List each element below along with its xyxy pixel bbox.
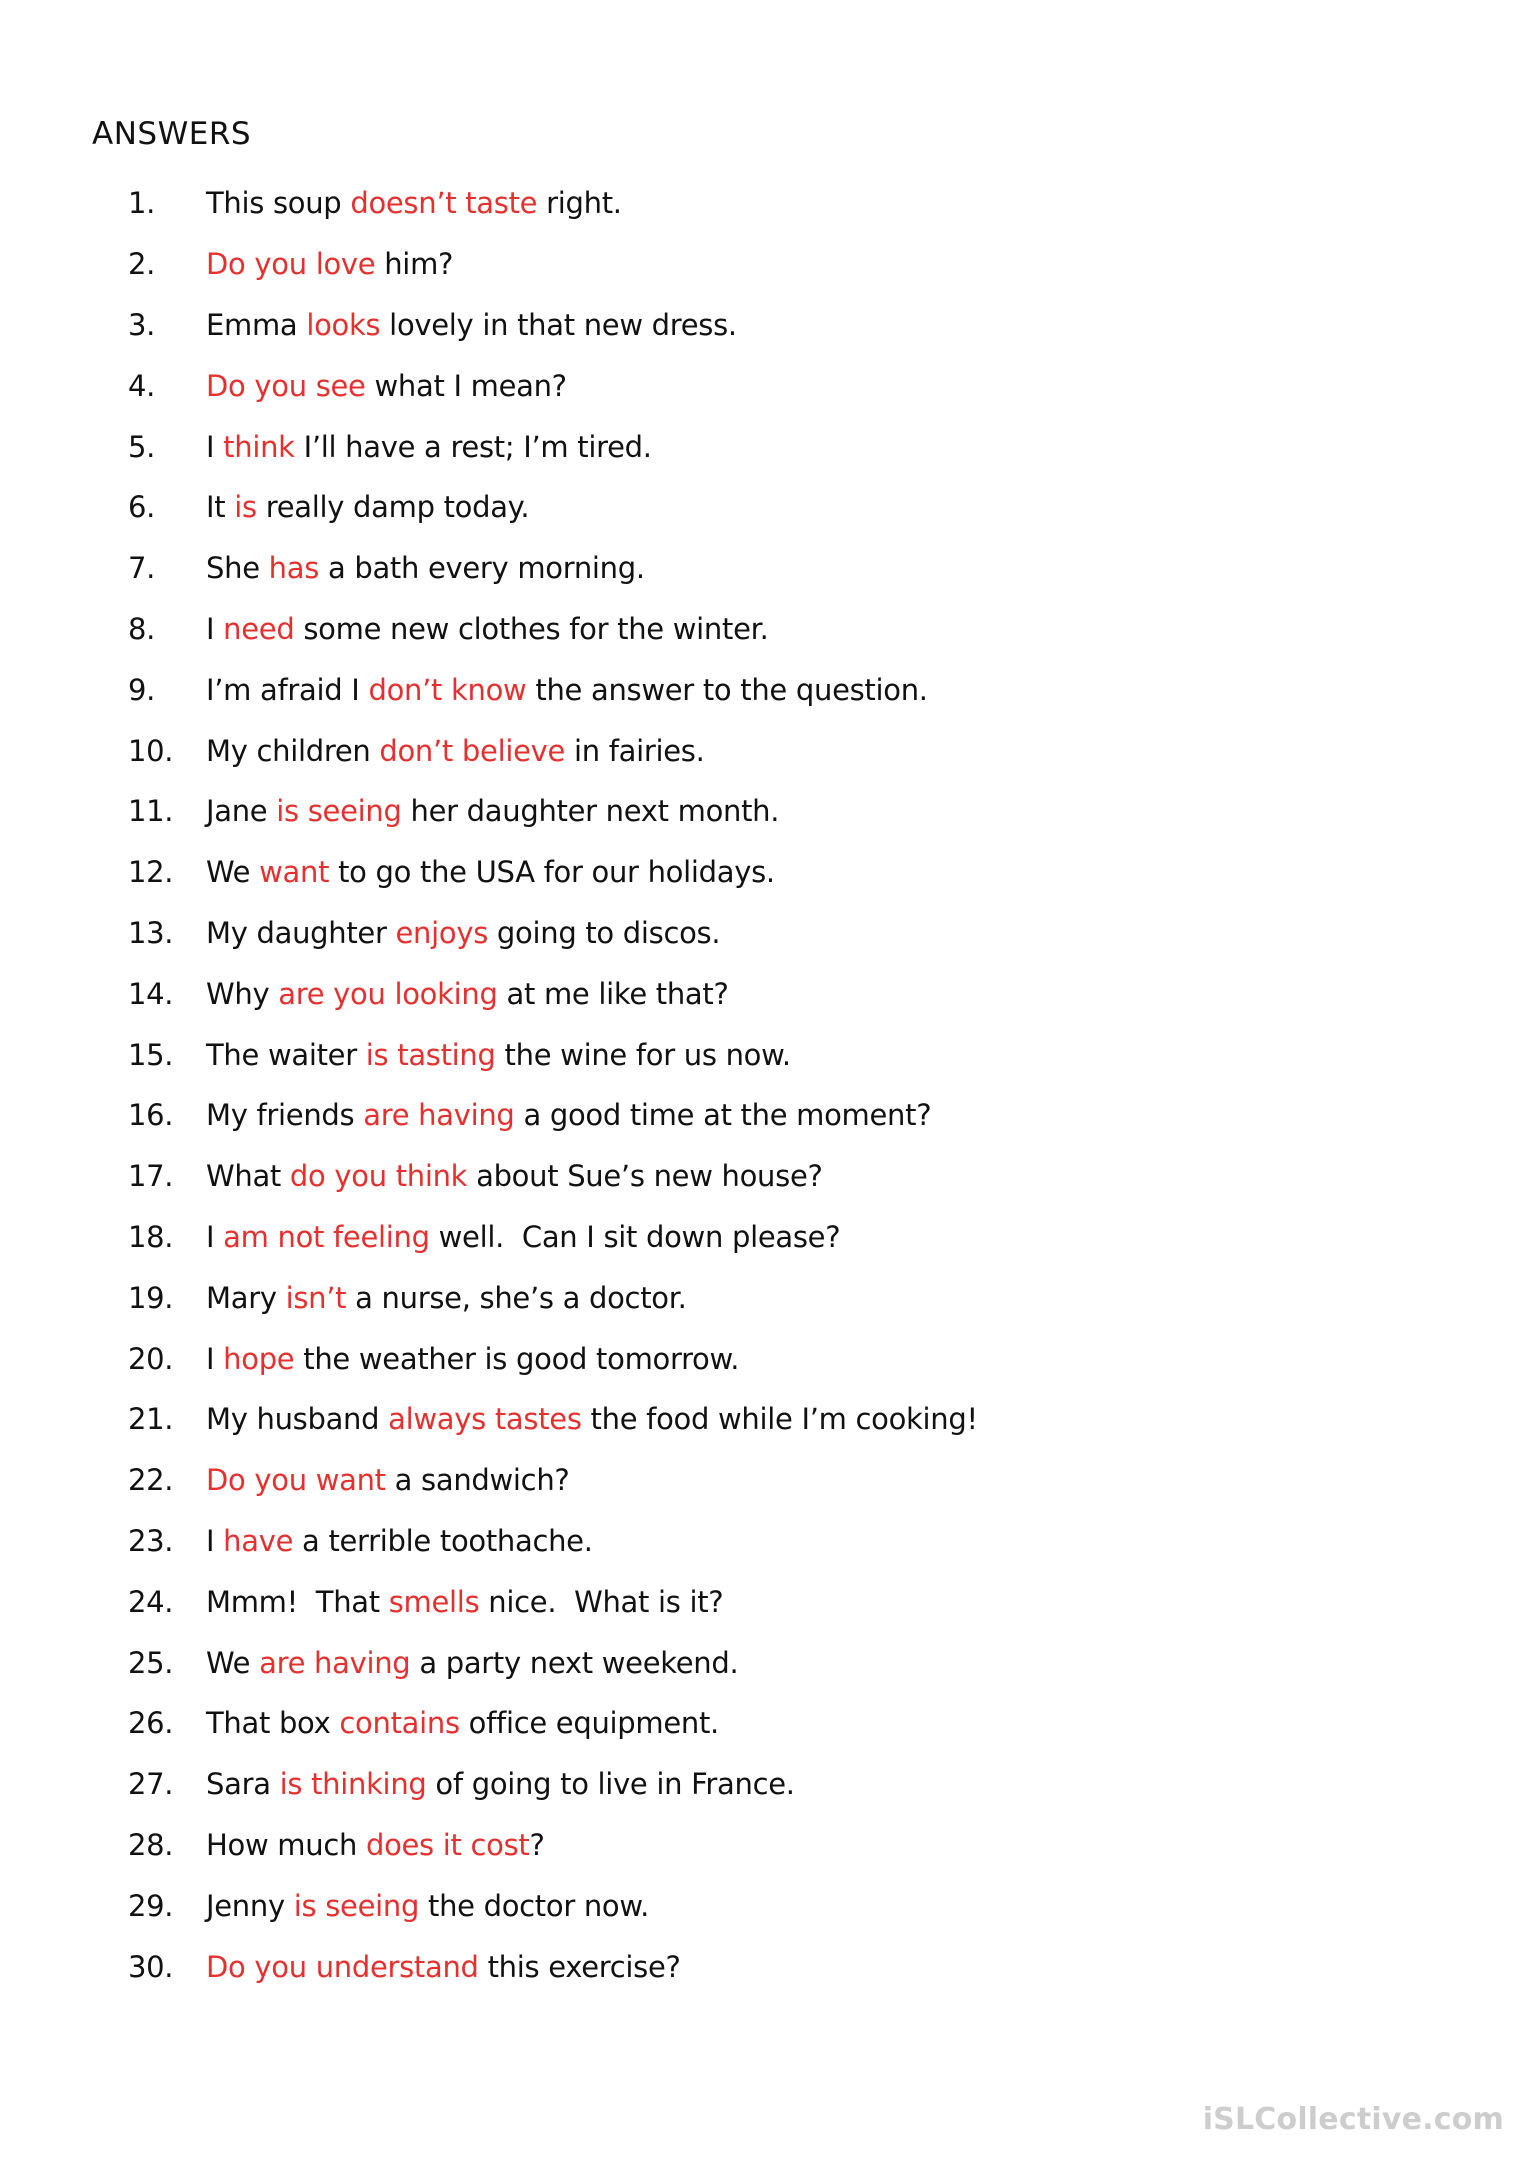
answer-verb-highlight: always tastes bbox=[388, 1402, 582, 1437]
answer-item bbox=[128, 234, 978, 295]
answer-number: 6. bbox=[128, 490, 156, 525]
answer-item bbox=[128, 477, 978, 538]
answer-text: the answer to the question. bbox=[526, 672, 928, 707]
answer-verb-highlight: is bbox=[234, 490, 257, 525]
answer-text: Sara bbox=[206, 1767, 280, 1802]
watermark: iSLCollective.com bbox=[1202, 2102, 1504, 2137]
answer-text: My children bbox=[206, 733, 380, 768]
answer-sentence bbox=[206, 490, 529, 524]
answer-verb-highlight: is seeing bbox=[276, 794, 402, 829]
answer-item bbox=[128, 1024, 978, 1085]
answer-text: I’ll have a rest; I’m tired. bbox=[294, 429, 652, 464]
answer-sentence bbox=[206, 1342, 739, 1376]
answer-text: the food while I’m cooking! bbox=[581, 1402, 978, 1437]
answer-verb-highlight: are having bbox=[259, 1645, 411, 1680]
answer-text: a bath every morning. bbox=[319, 551, 645, 586]
answer-number: 11. bbox=[128, 794, 174, 829]
answer-item bbox=[128, 1936, 978, 1997]
answers-list bbox=[128, 173, 978, 1997]
answer-sentence bbox=[206, 247, 453, 281]
answer-sentence bbox=[206, 855, 775, 889]
answer-verb-highlight: need bbox=[223, 611, 295, 646]
answer-sentence bbox=[206, 734, 705, 768]
answer-verb-highlight: is thinking bbox=[279, 1767, 427, 1802]
answer-text: Mmm! That bbox=[206, 1584, 389, 1619]
answer-text: What bbox=[206, 1159, 290, 1194]
answer-text: this exercise? bbox=[478, 1949, 681, 1984]
answer-verb-highlight: do you think bbox=[289, 1159, 468, 1194]
answer-item bbox=[128, 1815, 978, 1876]
answer-item bbox=[128, 1207, 978, 1268]
answer-item bbox=[128, 1328, 978, 1389]
answer-sentence bbox=[206, 794, 779, 828]
answer-text: I bbox=[206, 1523, 224, 1558]
answer-item bbox=[128, 903, 978, 964]
answer-number: 7. bbox=[128, 551, 156, 586]
answer-text: This soup bbox=[206, 186, 351, 221]
answer-text: really damp today. bbox=[256, 490, 530, 525]
answer-text: My friends bbox=[206, 1098, 364, 1133]
answer-number: 1. bbox=[128, 186, 156, 221]
answer-sentence bbox=[206, 1889, 649, 1923]
answer-item bbox=[128, 538, 978, 599]
answer-text: Emma bbox=[206, 307, 307, 342]
answer-verb-highlight: Do you understand bbox=[206, 1949, 479, 1984]
answer-number: 10. bbox=[128, 733, 174, 768]
answer-verb-highlight: Do you want bbox=[206, 1463, 386, 1498]
answer-text: some new clothes for the winter. bbox=[294, 611, 769, 646]
answer-sentence bbox=[206, 612, 769, 646]
answer-item bbox=[128, 1511, 978, 1572]
answer-number: 22. bbox=[128, 1463, 174, 1498]
answer-item bbox=[128, 1450, 978, 1511]
answer-item bbox=[128, 1085, 978, 1146]
answer-verb-highlight: has bbox=[268, 551, 320, 586]
answer-sentence bbox=[206, 977, 729, 1011]
answer-verb-highlight: am not feeling bbox=[223, 1219, 430, 1254]
answer-verb-highlight: have bbox=[223, 1523, 294, 1558]
answer-text: what I mean? bbox=[365, 368, 567, 403]
answer-number: 27. bbox=[128, 1767, 174, 1802]
answer-text: her daughter next month. bbox=[401, 794, 780, 829]
answer-text: office equipment. bbox=[459, 1706, 719, 1741]
answer-text: a good time at the moment? bbox=[514, 1098, 932, 1133]
answer-sentence bbox=[206, 1767, 795, 1801]
answer-sentence bbox=[206, 1159, 823, 1193]
answer-sentence bbox=[206, 1402, 978, 1436]
answer-text: My daughter bbox=[206, 915, 396, 950]
answer-item bbox=[128, 1389, 978, 1450]
answer-verb-highlight: isn’t bbox=[285, 1280, 347, 1315]
answer-verb-highlight: don’t believe bbox=[379, 733, 566, 768]
answer-text: the weather is good tomorrow. bbox=[294, 1341, 740, 1376]
answer-sentence bbox=[206, 1463, 570, 1497]
answer-text: to go the USA for our holidays. bbox=[329, 855, 775, 890]
answer-text: in fairies. bbox=[565, 733, 705, 768]
answer-sentence bbox=[206, 1038, 791, 1072]
answer-text: a terrible toothache. bbox=[293, 1523, 593, 1558]
answer-verb-highlight: looks bbox=[306, 307, 381, 342]
answer-verb-highlight: contains bbox=[339, 1706, 460, 1741]
answer-verb-highlight: Do you see bbox=[206, 368, 366, 403]
answer-text: Why bbox=[206, 976, 279, 1011]
page-title: ANSWERS bbox=[92, 116, 252, 152]
answer-verb-highlight: enjoys bbox=[395, 915, 489, 950]
answer-text: going to discos. bbox=[488, 915, 721, 950]
answer-item bbox=[128, 781, 978, 842]
answer-number: 23. bbox=[128, 1523, 174, 1558]
answer-text: The waiter bbox=[206, 1037, 366, 1072]
answer-text: a nurse, she’s a doctor. bbox=[346, 1280, 687, 1315]
answer-text: ? bbox=[529, 1827, 545, 1862]
answer-sentence bbox=[206, 1646, 738, 1680]
answer-number: 16. bbox=[128, 1098, 174, 1133]
answer-item bbox=[128, 416, 978, 477]
answer-item bbox=[128, 1571, 978, 1632]
answer-number: 25. bbox=[128, 1645, 174, 1680]
answer-item bbox=[128, 1754, 978, 1815]
answer-text: a party next weekend. bbox=[410, 1645, 739, 1680]
answer-text: How much bbox=[206, 1827, 366, 1862]
answer-number: 19. bbox=[128, 1280, 174, 1315]
answer-verb-highlight: don’t know bbox=[368, 672, 527, 707]
answer-text: at me like that? bbox=[497, 976, 729, 1011]
answer-item bbox=[128, 355, 978, 416]
answer-text: We bbox=[206, 1645, 260, 1680]
answer-sentence bbox=[206, 551, 645, 585]
answer-text: right. bbox=[537, 186, 622, 221]
answer-number: 20. bbox=[128, 1341, 174, 1376]
answer-sentence bbox=[206, 1950, 681, 1984]
answer-text: him? bbox=[375, 247, 454, 282]
answer-sentence bbox=[206, 916, 720, 950]
answer-item bbox=[128, 720, 978, 781]
answer-sentence bbox=[206, 1828, 545, 1862]
answer-text: lovely in that new dress. bbox=[380, 307, 737, 342]
answer-verb-highlight: doesn’t taste bbox=[350, 186, 538, 221]
answer-text: It bbox=[206, 490, 235, 525]
answer-text: Jenny bbox=[206, 1888, 294, 1923]
answer-item bbox=[128, 1267, 978, 1328]
answer-text: That box bbox=[206, 1706, 340, 1741]
answer-item bbox=[128, 1693, 978, 1754]
answer-verb-highlight: does it cost bbox=[365, 1827, 530, 1862]
answer-text: the doctor now. bbox=[419, 1888, 650, 1923]
answer-number: 2. bbox=[128, 247, 156, 282]
answer-number: 18. bbox=[128, 1219, 174, 1254]
answer-text: I bbox=[206, 611, 224, 646]
answer-text: We bbox=[206, 855, 260, 890]
answer-number: 14. bbox=[128, 976, 174, 1011]
answer-text: Mary bbox=[206, 1280, 286, 1315]
answer-text: I’m afraid I bbox=[206, 672, 369, 707]
answer-text: I bbox=[206, 1219, 224, 1254]
answer-item bbox=[128, 295, 978, 356]
answer-number: 28. bbox=[128, 1827, 174, 1862]
answer-number: 24. bbox=[128, 1584, 174, 1619]
answer-number: 15. bbox=[128, 1037, 174, 1072]
answer-sentence bbox=[206, 1524, 593, 1558]
answer-number: 26. bbox=[128, 1706, 174, 1741]
answer-number: 3. bbox=[128, 307, 156, 342]
answer-verb-highlight: Do you love bbox=[206, 247, 376, 282]
answer-text: well. Can I sit down please? bbox=[429, 1219, 841, 1254]
answer-sentence bbox=[206, 430, 652, 464]
answer-text: the wine for us now. bbox=[495, 1037, 791, 1072]
answer-text: Jane bbox=[206, 794, 277, 829]
answer-item bbox=[128, 1146, 978, 1207]
answer-text: of going to live in France. bbox=[426, 1767, 795, 1802]
answer-verb-highlight: want bbox=[259, 855, 330, 890]
answer-item bbox=[128, 963, 978, 1024]
answer-number: 13. bbox=[128, 915, 174, 950]
answer-verb-highlight: hope bbox=[223, 1341, 295, 1376]
answer-sentence bbox=[206, 1281, 687, 1315]
answer-number: 29. bbox=[128, 1888, 174, 1923]
answer-sentence bbox=[206, 1098, 931, 1132]
answer-number: 17. bbox=[128, 1159, 174, 1194]
answer-verb-highlight: smells bbox=[388, 1584, 480, 1619]
answer-verb-highlight: is tasting bbox=[365, 1037, 496, 1072]
answer-text: My husband bbox=[206, 1402, 389, 1437]
answer-number: 5. bbox=[128, 429, 156, 464]
answer-sentence bbox=[206, 186, 622, 220]
answer-number: 8. bbox=[128, 611, 156, 646]
answer-sentence bbox=[206, 1585, 723, 1619]
answer-number: 9. bbox=[128, 672, 156, 707]
answer-verb-highlight: are you looking bbox=[278, 976, 498, 1011]
answer-item bbox=[128, 599, 978, 660]
answer-verb-highlight: is seeing bbox=[293, 1888, 420, 1923]
answer-text: about Sue’s new house? bbox=[467, 1159, 823, 1194]
answer-number: 4. bbox=[128, 368, 156, 403]
answer-sentence bbox=[206, 369, 567, 403]
answer-verb-highlight: think bbox=[223, 429, 295, 464]
answer-item bbox=[128, 173, 978, 234]
answer-number: 21. bbox=[128, 1402, 174, 1437]
answer-item bbox=[128, 1632, 978, 1693]
answer-text: a sandwich? bbox=[385, 1463, 570, 1498]
answer-text: I bbox=[206, 1341, 224, 1376]
answer-sentence bbox=[206, 1706, 719, 1740]
answer-sentence bbox=[206, 673, 928, 707]
answer-number: 30. bbox=[128, 1949, 174, 1984]
answer-number: 12. bbox=[128, 855, 174, 890]
answer-sentence bbox=[206, 1220, 840, 1254]
answer-text: I bbox=[206, 429, 224, 464]
answer-item bbox=[128, 1875, 978, 1936]
answer-text: nice. What is it? bbox=[479, 1584, 724, 1619]
answer-sentence bbox=[206, 308, 737, 342]
answer-item bbox=[128, 842, 978, 903]
answer-text: She bbox=[206, 551, 269, 586]
answer-item bbox=[128, 659, 978, 720]
answer-verb-highlight: are having bbox=[363, 1098, 515, 1133]
